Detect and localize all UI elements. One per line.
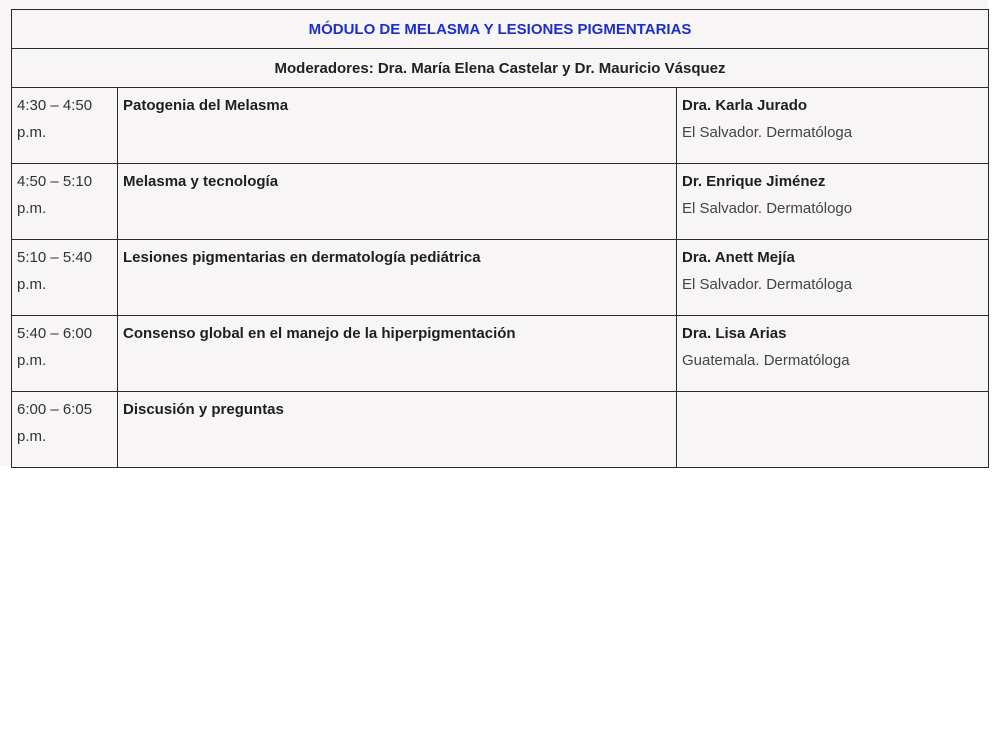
session-time-cell xyxy=(12,316,118,392)
session-row xyxy=(12,164,989,240)
session-time-cell xyxy=(12,164,118,240)
session-speaker-cell xyxy=(677,164,989,240)
session-topic: Discusión y preguntas xyxy=(123,401,284,418)
session-topic: Patogenia del Melasma xyxy=(123,97,289,114)
session-time-cell xyxy=(12,392,118,468)
session-row xyxy=(12,88,989,164)
session-speaker-cell xyxy=(677,240,989,316)
session-row xyxy=(12,240,989,316)
session-topic-cell xyxy=(118,316,677,392)
speaker-role: El Salvador. Dermatóloga xyxy=(682,124,853,141)
session-topic: Consenso global en el manejo de la hiperpigmentación xyxy=(123,325,516,342)
speaker-name: Dra. Anett Mejía xyxy=(682,249,795,266)
session-topic-cell xyxy=(118,88,677,164)
session-time: 5:10 – 5:40 p.m. xyxy=(17,249,93,293)
speaker-name: Dra. Karla Jurado xyxy=(682,97,808,114)
module-title-row xyxy=(12,10,989,49)
session-row xyxy=(12,392,989,468)
moderators-row xyxy=(12,49,989,88)
session-time: 6:00 – 6:05 p.m. xyxy=(17,401,93,445)
session-topic: Melasma y tecnología xyxy=(123,173,279,190)
schedule-table xyxy=(11,9,989,468)
speaker-name: Dr. Enrique Jiménez xyxy=(682,173,826,190)
session-time: 4:30 – 4:50 p.m. xyxy=(17,97,93,141)
speaker-role: Guatemala. Dermatóloga xyxy=(682,352,850,369)
session-speaker-cell xyxy=(677,316,989,392)
session-speaker-cell xyxy=(677,392,989,468)
session-time-cell xyxy=(12,240,118,316)
moderators-text: Moderadores: Dra. María Elena Castelar y Dr. Mauricio Vásquez xyxy=(12,49,989,88)
session-row xyxy=(12,316,989,392)
speaker-role: El Salvador. Dermatóloga xyxy=(682,276,853,293)
session-time: 5:40 – 6:00 p.m. xyxy=(17,325,93,369)
session-time: 4:50 – 5:10 p.m. xyxy=(17,173,93,217)
session-topic-cell xyxy=(118,392,677,468)
speaker-name: Dra. Lisa Arias xyxy=(682,325,787,342)
module-title: MÓDULO DE MELASMA Y LESIONES PIGMENTARIAS xyxy=(12,10,989,49)
session-topic-cell xyxy=(118,240,677,316)
session-topic-cell xyxy=(118,164,677,240)
session-speaker-cell xyxy=(677,88,989,164)
session-time-cell xyxy=(12,88,118,164)
session-topic: Lesiones pigmentarias en dermatología pediátrica xyxy=(123,249,481,266)
speaker-role: El Salvador. Dermatólogo xyxy=(682,200,853,217)
